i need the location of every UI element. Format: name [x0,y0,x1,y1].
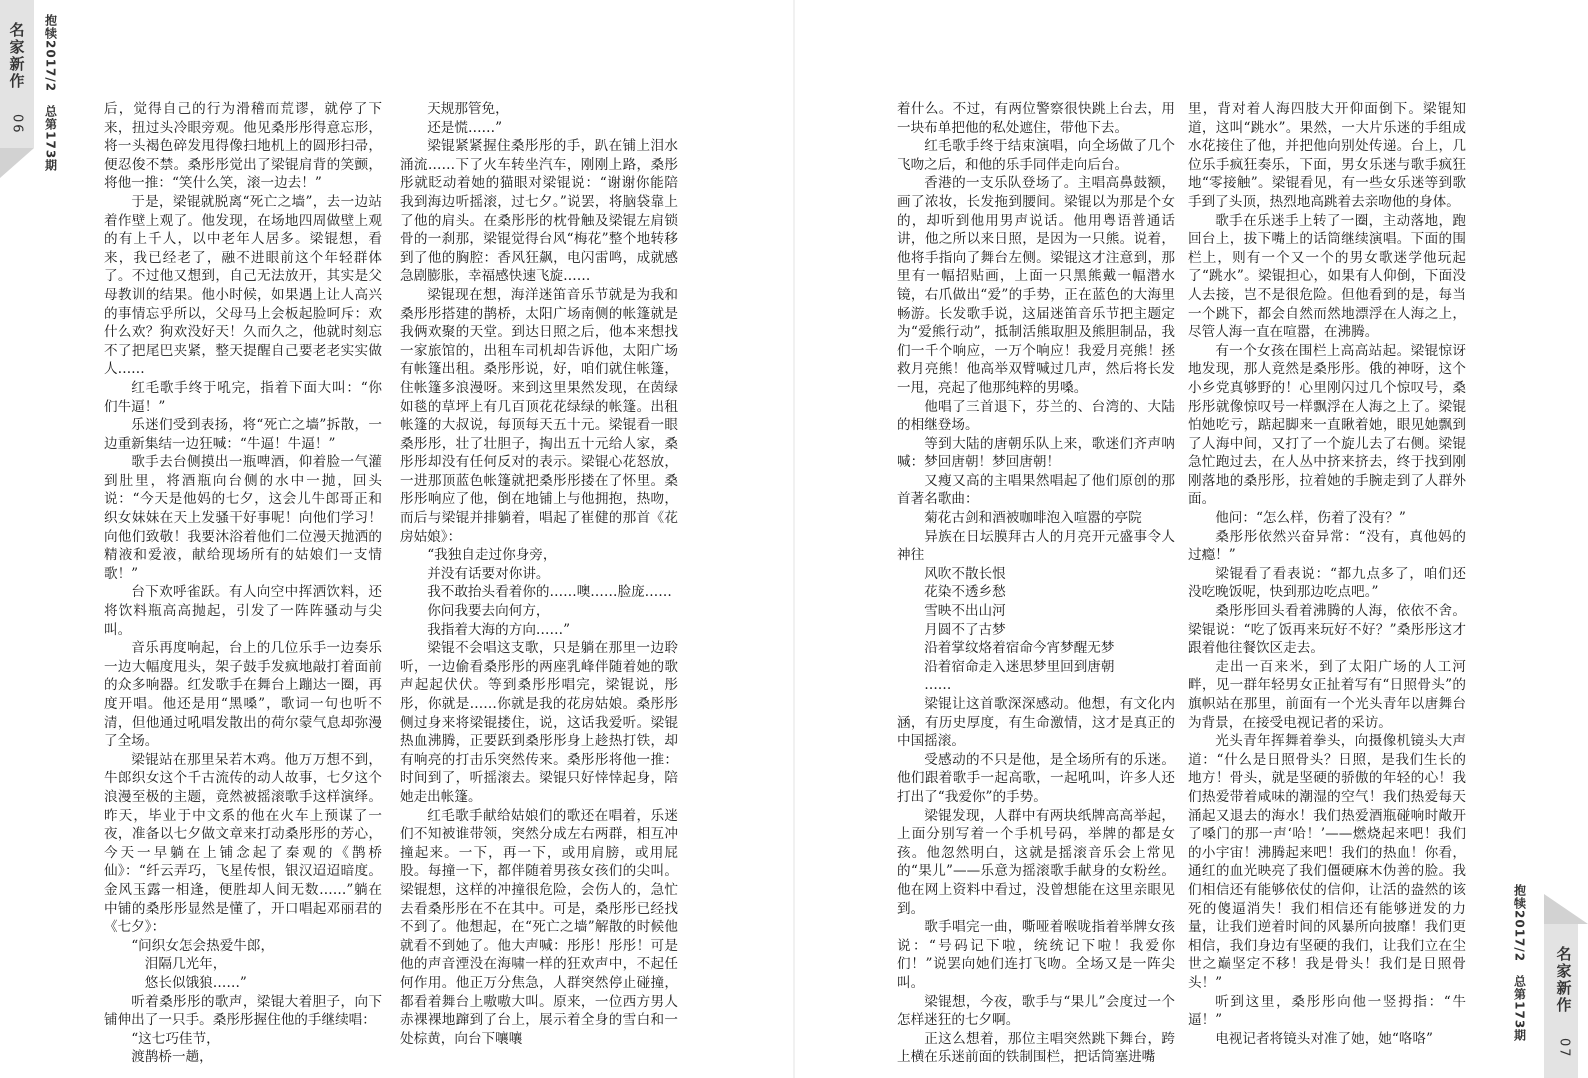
paragraph: 香港的一支乐队登场了。主唱高鼻鼓额，画了浓妆，长发拖到腰间。梁锟以为那是个女的，却听到他用男声说话。他用粤语普通话讲，他之所以来日照，是因为一只熊。说着，他将手指向了舞台左侧。梁锟这才注意到，那里有一幅招贴画，上面一只黑熊戴一幅潜水镜，右爪做出“爱”的手势，正在蓝色的大海里畅游。长发歌手说，这届迷笛音乐节把主题定为“爱熊行动”，抵制活熊取胆及熊胆制品，我们一千个响应，一万个响应！我爱月亮熊！拯救月亮熊！他高举双臂喊过几声，然后将长发一甩，亮起了他那纯粹的男嗓。 [897,175,1175,396]
paragraph: 并没有话要对你讲。 [427,565,550,582]
paragraph: 你问我要去向何方， [427,603,550,620]
paragraph: “我独自走过你身旁， [427,547,557,564]
page-gutter [793,0,795,1078]
paragraph: 走出一百来米，到了太阳广场的人工河畔，见一群年轻男女正扯着写有“日照骨头”的旗帜站在那里，前面有一个光头青年以唐舞台为背景，在接受电视记者的采访。 [1188,658,1466,731]
left-section-strip [6,22,28,135]
paragraph: 雪映不出山河 [924,603,1006,620]
paragraph: “这七巧佳节， [131,1030,220,1047]
paragraph: 沿着宿命走入迷思梦里回到唐朝 [924,658,1115,675]
paragraph: 悠长似饿狼……” [131,974,247,991]
paragraph: 梁锟站在那里呆若木鸡。他万万想不到，牛郎织女这个千古流传的动人故事，七夕这个浪漫至极的主题，竟然被摇滚歌手这样演绎。昨天，毕业于中文系的他在火车上预谋了一夜，准备以七夕做文章来打动桑彤彤的芳心，今天一早躺在上铺念起了秦观的《鹊桥仙》：“纤云弄巧，飞星传恨，银汉迢迢暗度。金风玉露一相逢，便胜却人间无数……”躺在中铺的桑彤彤显然是懂了，开口唱起邓丽君的《七夕》： [104,751,382,936]
paragraph: 菊花古剑和酒被咖啡泡入喧嚣的亭院 [924,510,1142,527]
paragraph: 歌手去台侧摸出一瓶啤酒，仰着脸一气灌到肚里，将酒瓶向台侧的水中一抛，回头说：“今天是他妈的七夕，这会儿牛郎哥正和织女妹妹在天上发骚干好事呢！向他们学习！向他们致敬！我要沐浴着他们二位漫天抛洒的精液和爱液，献给现场所有的姑娘们一支情歌！” [104,454,382,582]
paragraph: 梁锟不会唱这支歌，只是躺在那里一边聆听，一边偷看桑彤彤的两座乳峰伴随着她的歌声起起伏伏。等到桑彤彤唱完，梁锟说，彤彤，你就是……你就是我的花房姑娘。桑彤彤侧过身来将梁锟搂住，说，这话我爱听。梁锟热血沸腾，正要跃到桑彤彤身上趁热打铁，却有响亮的打击乐突然传来。桑彤彤将他一推：时间到了，听摇滚去。梁锟只好悻悻起身，陪她走出帐篷。 [400,640,678,805]
right-page-column-2 [1188,100,1466,1047]
paragraph: 又瘦又高的主唱果然唱起了他们原创的那首著名歌曲： [897,472,1175,508]
paragraph: 月圆不了古梦 [924,621,1006,638]
left-corner-fold [0,148,34,178]
right-journal-strip [1509,884,1531,1042]
paragraph: 桑彤彤依然兴奋异常：“没有，真他妈的过瘾！” [1188,528,1466,564]
left-journal-label: 抱犊2017/2 总第173期 [43,14,58,173]
right-page-number: 07 [1556,1038,1572,1059]
paragraph: 后，觉得自己的行为滑稽而荒谬，就停了下来，扭过头冷眼旁观。他见桑彤彤得意忘形，将一头褐色碎发甩得像扫地机上的圆形扫帚，便忍俊不禁。桑彤彤觉出了梁锟肩背的笑颤，将他一推：“笑什么笑，滚一边去！” [104,101,382,192]
left-section-label: 名家新作 [7,22,26,90]
paragraph: 听到这里，桑彤彤向他一竖拇指：“牛逼！” [1188,993,1466,1029]
paragraph: 我指着大海的方向……” [427,621,571,638]
paragraph: 有一个女孩在围栏上高高站起。梁锟惊讶地发现，那人竟然是桑彤彤。俄的神呀，这个小乡党真够野的！心里刚闪过几个惊叹号，桑彤彤就像惊叹号一样飘浮在人海之上了。梁锟怕她吃亏，踮起脚来一直瞅着她，眼见她飘到了人海中间，又打了一个旋儿去了右侧。梁锟急忙跑过去，在人丛中挤来挤去，终于找到刚刚落地的桑彤彤，拉着她的手腕走到了人群外面。 [1188,342,1466,508]
right-section-strip [1553,946,1575,1059]
right-journal-label: 抱犊2017/2 总第173期 [1512,884,1527,1043]
column-text [104,100,382,1067]
left-page-column-2 [400,100,678,1047]
paragraph: 红毛歌手献给姑娘们的歌还在唱着，乐迷们不知被谁带领，突然分成左右两群，相互冲撞起来。一下，再一下，或用肩膀，或用屁股。每撞一下，都伴随着男孩女孩们的尖叫。梁锟想，这样的冲撞很危险，会伤人的，急忙去看桑彤彤在不在其中。可是，桑彤彤已经找不到了。他想起，在“死亡之墙”解散的时候他就看不到她了。他大声喊：彤彤！彤彤！可是他的声音湮没在海啸一样的狂欢声中，不起任何作用。他正万分焦急，人群突然停止碰撞，都看着舞台上嗷嗷大叫。原来，一位西方男人赤裸裸地蹿到了台上，展示着全身的雪白和一处棕黄，向台下嚷嚷 [400,807,678,1047]
paragraph: 电视记者将镜头对准了她，她“咯咯” [1215,1030,1433,1047]
paragraph: 花染不透乡愁 [924,584,1006,601]
paragraph: 沿着掌纹烙着宿命今宵梦醒无梦 [924,640,1115,657]
paragraph: 还是慌……” [427,119,503,136]
paragraph: 着什么。不过，有两位警察很快跳上台去，用一块布单把他的私处遮住，带他下去。 [897,101,1175,136]
paragraph: 歌手在乐迷手上转了一圈，主动落地，跑回台上，拔下嘴上的话筒继续演唱。下面的围栏上，则有一个又一个的男女歌迷学他玩起了“跳水”。梁锟担心，如果有人仰倒，下面没人去接，岂不是很危险。但他看到的是，每当一个跳下，都会自然而然地漂浮在人海之上，尽管人海一直在喧嚣，在沸腾。 [1188,212,1466,341]
column-text [897,100,1175,1067]
paragraph: 红毛歌手终于结束演唱，向全场做了几个飞吻之后，和他的乐手同伴走向后台。 [897,138,1175,173]
paragraph: 梁锟现在想，海洋迷笛音乐节就是为我和桑彤彤搭建的鹊桥，太阳广场南侧的帐篷就是我俩欢聚的天堂。到达日照之后，他本来想找一家旅馆的，出租车司机却告诉他，太阳广场有帐篷出租。桑彤彤说，好，咱们就住帐篷，住帐篷多浪漫呀。来到这里果然发现，在茵绿如毯的草坪上有几百顶花花绿绿的帐篷。出租帐篷的大叔说，每顶每天五十元。梁锟看一眼桑彤彤，壮了壮胆子，掏出五十元给人家，桑彤彤却没有任何反对的表示。梁锟心花怒放，一进那顶蓝色帐篷就把桑彤彤搂在了怀里。桑彤彤响应了他，倒在地铺上与他拥抱，热吻，而后与梁锟并排躺着，唱起了崔健的那首《花房姑娘》： [400,286,678,545]
right-corner-fold [1544,894,1588,924]
paragraph: 光头青年挥舞着拳头，向摄像机镜头大声道：“什么是日照骨头？日照，是我们生长的地方！骨头，就是坚硬的骄傲的年轻的心！我们热爱带着咸味的潮湿的空气！我们热爱每天涌起又退去的海水！我们热爱酒瓶碰响时敞开了嗓门的那一声‘哈！’——燃烧起来吧！我们的小宇宙！沸腾起来吧！我们的热血！你看，通红的血光映亮了我们僵硬麻木伪善的脸。我们相信还有能够依仗的信仰，让活的盎然的该死的傻逼消失！我们相信还有能够迸发的力量，让我们逆着时间的风暴所向披靡！我们更相信，我们身边有坚硬的我们，让我们立在尘世之巅坚定不移！我是骨头！我们是日照骨头！” [1188,733,1466,991]
left-journal-strip [40,14,62,172]
paragraph: 风吹不散长恨 [924,565,1006,582]
column-text [400,100,678,1048]
paragraph: 红毛歌手终于吼完，指着下面大叫：“你们牛逼！” [104,379,382,415]
paragraph: 桑彤彤回头看着沸腾的人海，依依不舍。梁锟说：“吃了饭再来玩好不好？”桑彤彤这才跟着他往餐饮区走去。 [1188,603,1466,657]
paragraph: 天规那管免， [427,101,509,117]
paragraph: 正这么想着，那位主唱突然跳下舞台，跨上横在乐迷前面的铁制围栏，把话筒塞进嘴 [897,1030,1175,1066]
paragraph: 听着桑彤彤的歌声，梁锟大着胆子，向下铺伸出了一只手。桑彤彤握住他的手继续唱： [104,993,382,1029]
paragraph: 歌手唱完一曲，嘶哑着喉咙指着举牌女孩说：“号码记下啦，统统记下啦！我爱你们！”说罢向她们连打飞吻。全场又是一阵尖叫。 [897,919,1175,991]
paragraph: 里，背对着人海四肢大开仰面倒下。梁锟知道，这叫“跳水”。果然，一大片乐迷的手组成水花接住了他，并把他向别处传递。台上，几位乐手疯狂奏乐，下面，男女乐迷与歌手疯狂地“零接触”。梁锟看见，有一些女乐迷等到歌手到了头顶，热烈地高跳着去亲吻他的身体。 [1188,101,1466,210]
right-section-label: 名家新作 [1554,946,1573,1014]
paragraph: “问织女怎会热爱牛郎， [131,937,275,954]
paragraph: 乐迷们受到表扬，将“死亡之墙”拆散，一边重新集结一边狂喊：“牛逼！牛逼！” [104,417,382,452]
paragraph: 受感动的不只是他，是全场所有的乐迷。他们跟着歌手一起高歌，一起吼叫，许多人还打出了“我爱你”的手势。 [897,751,1175,805]
paragraph: 异族在日坛膜拜古人的月亮开元盛事令人神往 [897,528,1175,564]
paragraph: 梁锟发现，人群中有两块纸牌高高举起，上面分别写着一个手机号码，举牌的都是女孩。他忽然明白，这就是摇滚音乐会上常见的“果儿”——乐意为摇滚歌手献身的女粉丝。他在网上资料中看过，没曾想能在这里亲眼见到。 [897,807,1175,917]
paragraph: 他问：“怎么样，伤着了没有？” [1215,510,1406,527]
left-page-column-1 [104,100,382,1066]
paragraph: 我不敢抬头看着你的……噢……脸庞…… [427,584,672,601]
paragraph: 台下欢呼雀跃。有人向空中挥洒饮料，还将饮料瓶高高抛起，引发了一阵阵骚动与尖叫。 [104,584,382,638]
paragraph: 泪隔几光年， [131,956,227,973]
paragraph: 音乐再度响起，台上的几位乐手一边奏乐一边大幅度甩头，架子鼓手发疯地敲打着面前的众多响器。红发歌手在舞台上蹦达一圈，再度开唱。他还是用“黑嗓”，歌词一句也听不清，但他通过吼唱发散出的荷尔蒙气息却弥漫了全场。 [104,640,382,750]
paragraph: 梁锟看了看表说：“都九点多了，咱们还没吃晚饭呢，快到那边吃点吧。” [1188,565,1466,601]
paragraph: 于是，梁锟就脱离“死亡之墙”，去一边站着作壁上观了。他发现，在场地四周做壁上观的有上千人，以中老年人居多。梁锟想，看来，我已经老了，融不进眼前这个年轻群体了。不过他又想到，自己无法放开，其实是父母教训的结果。他小时候，如果遇上让人高兴的事情忘乎所以，父母马上会板起脸呵斥：欢什么欢？狗欢没好天！久而久之，他就时刻忘不了把尾巴夹紧，整天提醒自己要老老实实做人…… [104,193,382,378]
paragraph: 梁锟让这首歌深深感动。他想，有文化内涵，有历史厚度，有生命激情，这才是真正的中国摇滚。 [897,696,1175,750]
right-page-column-1 [897,100,1175,1066]
left-page-number: 06 [9,114,25,135]
paragraph: 等到大陆的唐朝乐队上来，歌迷们齐声呐喊：梦回唐朝！梦回唐朝！ [897,435,1175,471]
paragraph: 渡鹊桥一趟， [131,1049,213,1066]
column-text [1188,100,1466,1048]
paragraph: 梁锟紧紧握住桑彤彤的手，趴在铺上泪水涌流……下了火车转坐汽车，刚刚上路，桑彤彤就眨动着她的猫眼对梁锟说：“谢谢你能陪我到海边听摇滚，过七夕。”说罢，将脑袋靠上了他的肩头。在桑彤彤的枕骨触及梁锟左肩锁骨的一刹那，梁锟觉得台风“梅花”整个地转移到了他的胸腔：香风狂飙，电闪雷鸣，成就感急剧膨胀，幸福感快速飞旋…… [400,138,678,285]
paragraph: 梁锟想，今夜，歌手与“果儿”会度过一个怎样迷狂的七夕啊。 [897,993,1175,1029]
paragraph: 他唱了三首退下，芬兰的、台湾的、大陆的相继登场。 [897,398,1175,434]
paragraph: …… [924,677,952,694]
